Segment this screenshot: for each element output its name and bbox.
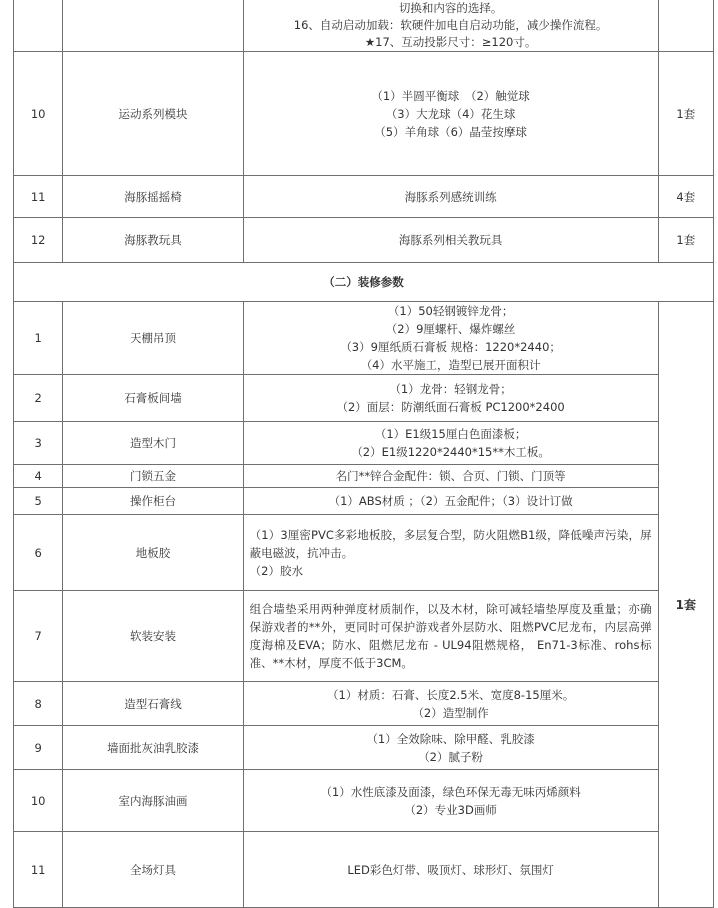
cell-no: 11 [14,176,63,218]
cell-name: 运动系列模块 [63,52,243,176]
cell-no: 1 [14,302,63,375]
desc-line: （2）专业3D画师 [404,802,497,817]
cell-desc [243,0,658,52]
cell-name: 海豚教玩具 [63,218,243,263]
cell-name: 门锁五金 [63,465,243,488]
desc-line: 组合墙垫采用两种弹度材质制作，以及木材，除可减轻墙垫厚度及重量；亦确保游戏者的**外，更同时可保护游戏者外层防水、阻燃PVC尼龙布，内层高弹度海棉及EVA；防水、阻燃尼龙布 - UL94阻燃规格， En71-3标准、rohs标准、**木材，厚度不低于3CM。 [249,602,652,670]
cell-no: 10 [14,52,63,176]
cell-desc [243,488,658,515]
cell-desc [243,302,658,375]
desc-line: LED彩色灯带、吸顶灯、球形灯、氛围灯 [347,862,554,877]
cell-no: 2 [14,375,63,422]
desc-line: （1）材质：石膏、长度2.5米、宽度8-15厘米。 [327,687,575,702]
cell-desc [243,422,658,465]
desc-line: （1）龙骨：轻钢龙骨； [389,382,512,396]
desc-line: （5）羊角球（6）晶莹按摩球 [374,124,527,139]
desc-line: 海豚系列相关教玩具 [398,233,503,247]
cell-no: 7 [14,591,63,682]
cell-desc [243,176,658,218]
cell-name: 石膏板间墙 [63,375,243,422]
cell-no: 9 [14,726,63,770]
cell-desc [243,832,658,908]
desc-line: （4）水平施工，造型已展开面积计 [360,358,541,372]
cell-no: 12 [14,218,63,263]
desc-line: （2）E1级1220*2440*15**木工板。 [351,445,550,459]
cell-name: 海豚摇摇椅 [63,176,243,218]
cell-desc [243,218,658,263]
table-row [14,726,714,770]
cell-no: 6 [14,515,63,591]
cell-qty-merged: 1套 [658,302,713,908]
desc-line: （1）全效除味、除甲醛、乳胶漆 [366,731,535,746]
equipment-table [13,0,714,908]
cell-desc [243,515,658,591]
cell-qty: 1套 [658,52,713,176]
desc-line: 名门**锌合金配件：锁、合页、门锁、门顶等 [335,469,566,483]
table-row [14,176,714,218]
desc-line: 16、自动启动加载：软硬件加电自启动功能，减少操作流程。 [293,18,608,32]
desc-line: （2）腻子粉 [418,749,484,764]
desc-line: ★17、互动投影尺寸：≥120寸。 [364,35,537,49]
cell-qty [658,0,713,52]
section-header-row [14,263,714,302]
desc-line: （1）50轻钢镀锌龙骨； [387,304,514,318]
cell-qty: 1套 [658,218,713,263]
table-row [14,832,714,908]
desc-line: （2）面层：防潮纸面石膏板 PC1200*2400 [336,400,565,414]
table-row [14,515,714,591]
cell-desc [243,770,658,832]
desc-line: （1）水性底漆及面漆，绿色环保无毒无味丙烯颜料 [320,784,581,799]
cell-name: 造型石膏线 [63,682,243,726]
table-row [14,488,714,515]
desc-line: （2）胶水 [249,563,303,578]
table-row [14,218,714,263]
desc-line: （3）9厘纸质石膏板 规格：1220*2440； [340,340,561,354]
table-row [14,591,714,682]
desc-line: （2）9厘螺杆、爆炸螺丝 [385,322,516,336]
cell-name: 墙面批灰油乳胶漆 [63,726,243,770]
cell-name: 软装安装 [63,591,243,682]
cell-name: 地板胶 [63,515,243,591]
cell-name: 全场灯具 [63,832,243,908]
cell-no: 10 [14,770,63,832]
cell-desc [243,375,658,422]
desc-line: （3）大龙球（4）花生球 [385,106,516,121]
cell-name: 造型木门 [63,422,243,465]
cell-name [63,0,243,52]
cell-no: 3 [14,422,63,465]
table-row [14,52,714,176]
cell-no [14,0,63,52]
cell-no: 11 [14,832,63,908]
table-row [14,375,714,422]
cell-name: 操作柜台 [63,488,243,515]
table-row [14,465,714,488]
cell-desc [243,726,658,770]
cell-desc [243,52,658,176]
cell-qty: 4套 [658,176,713,218]
cell-desc [243,591,658,682]
table-row [14,302,714,375]
cell-name: 天棚吊顶 [63,302,243,375]
cell-desc [243,465,658,488]
cell-name: 室内海豚油画 [63,770,243,832]
cell-desc [243,682,658,726]
desc-line: （1）ABS材质 ；（2）五金配件；（3）设计订做 [328,494,573,508]
cell-no: 5 [14,488,63,515]
table-row [14,770,714,832]
cell-no: 8 [14,682,63,726]
table-row-continued [14,0,714,52]
desc-line: 切换和内容的选择。 [398,1,503,15]
desc-line: （1）3厘密PVC多彩地板胶，多层复合型，防火阻燃B1级，降低噪声污染，屏蔽电磁波，抗冲击。 [249,527,652,560]
table-row [14,422,714,465]
desc-line: （2）造型制作 [412,705,489,720]
desc-line: （1）E1级15厘白色面漆板； [374,427,527,441]
desc-line: （1）半圆平衡球 （2）触觉球 [371,88,530,103]
table-row [14,682,714,726]
desc-line: 海豚系列感统训练 [404,189,497,204]
section-title: （二）装修参数 [14,263,714,302]
cell-no: 4 [14,465,63,488]
